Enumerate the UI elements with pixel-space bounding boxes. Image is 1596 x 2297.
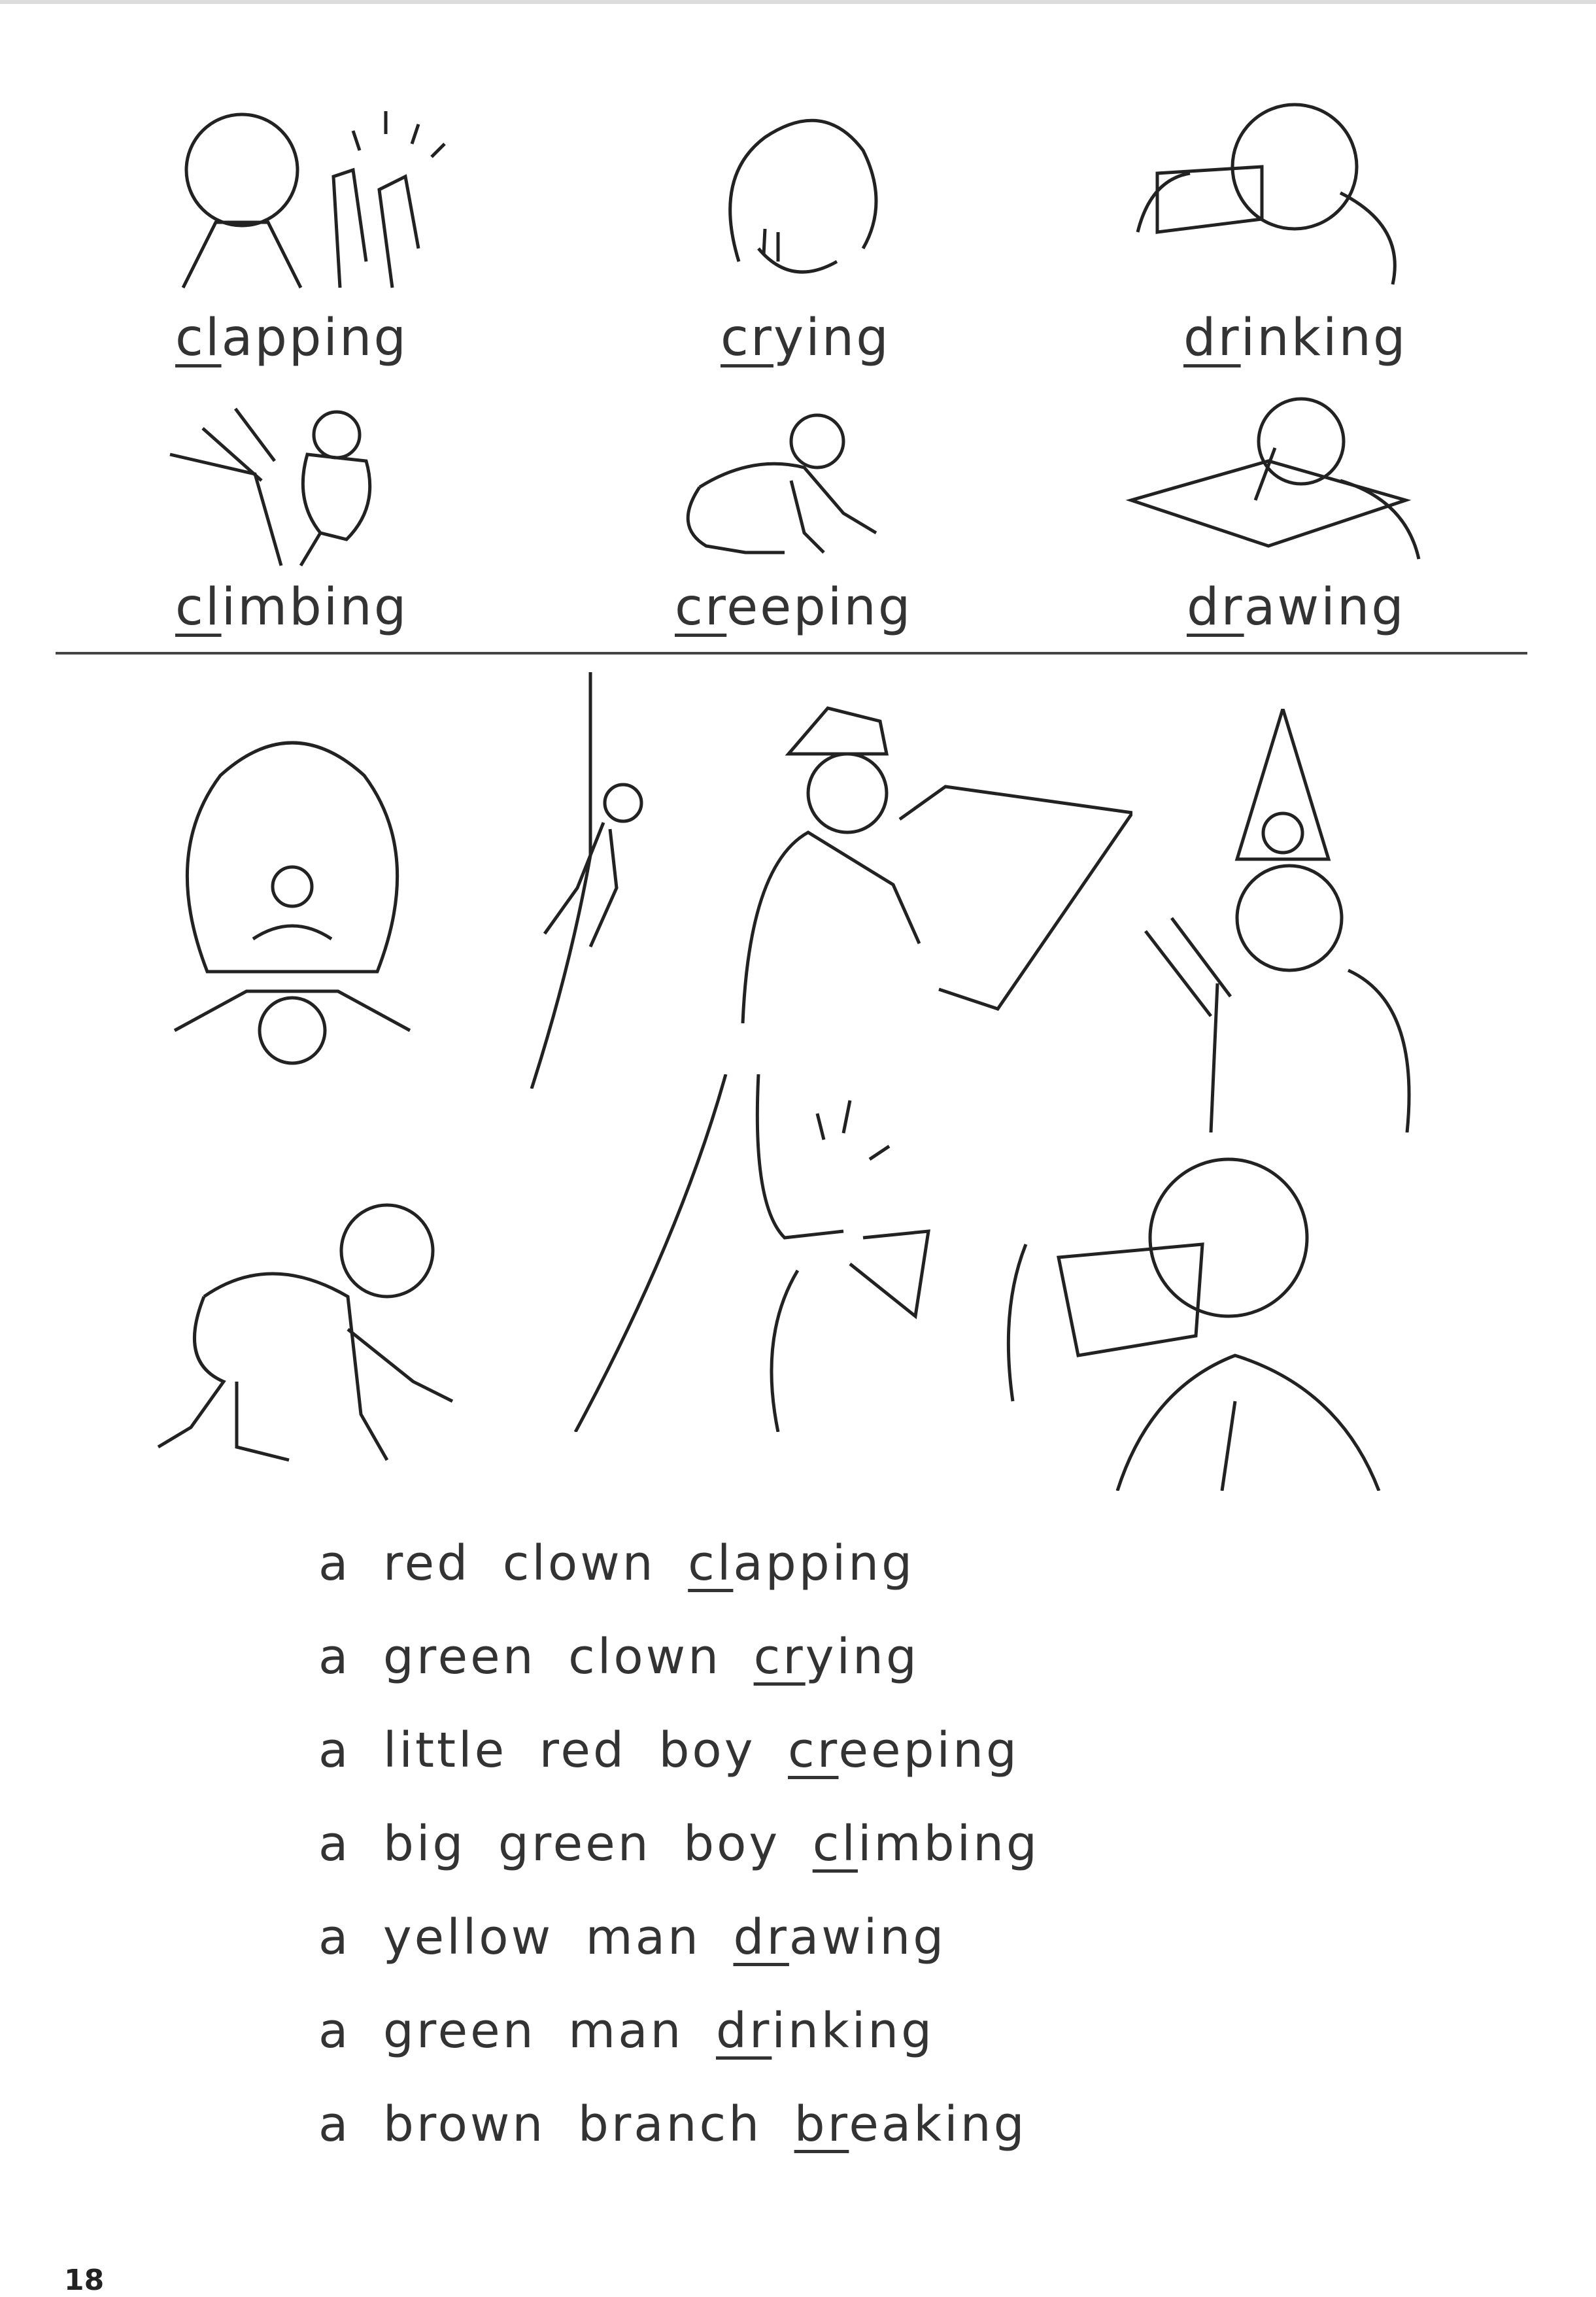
word-prefix: dr [1183,309,1241,367]
sentence-item [318,1610,1040,1704]
man-drinking-illustration [987,1140,1381,1491]
sentence-item [318,2078,1040,2171]
word-prefix: cr [721,309,773,367]
sentence-prefix: cl [688,1535,734,1591]
word-prefix: cl [175,309,222,367]
girl-drinking-illustration [1131,95,1425,291]
man-drawing-illustration [723,702,1132,1023]
sentence-prefix: dr [733,1909,789,1965]
sentence-rest: ying [805,1629,919,1685]
word-label-clapping [175,309,409,367]
girl-crying-illustration [713,98,909,294]
sentence-prefix: br [794,2096,849,2152]
section-divider [56,652,1527,655]
sentence-item [318,1891,1040,1984]
word-rest: apping [221,309,409,367]
sentence-prefix: dr [715,2003,772,2059]
sentence-lead: a brown branch [318,2096,762,2152]
sentence-item [318,1984,1040,2078]
page-number: 18 [64,2264,105,2297]
sentence-prefix: cr [788,1722,839,1778]
clown-clapping-illustration [1132,709,1425,1132]
sentence-lead: a green man [318,2003,684,2059]
word-label-climbing [175,578,409,637]
sentence-item [318,1704,1040,1797]
boy-creeping-illustration [660,402,896,572]
sentence-prefix: cl [812,1816,858,1872]
boy-drawing-illustration [1125,389,1432,566]
sentence-item [318,1797,1040,1891]
boy-clapping-illustration [157,98,464,294]
baby-crawling-illustration [139,1199,467,1469]
sentence-lead: a yellow man [318,1909,701,1965]
word-prefix: cl [175,578,222,637]
boy-climbing-tree-illustration [163,402,386,572]
sentence-rest: awing [789,1909,947,1965]
page-top-edge [0,0,1596,4]
word-rest: eeping [726,578,913,637]
word-label-drawing [1187,578,1406,637]
sentence-rest: inking [772,2003,935,2059]
sentence-rest: imbing [857,1816,1040,1872]
word-rest: imbing [221,578,409,637]
word-prefix: cr [675,578,727,637]
sentence-lead: a little red boy [318,1722,756,1778]
word-prefix: dr [1187,578,1244,637]
word-rest: awing [1244,578,1406,637]
sentence-prefix: cr [753,1629,806,1685]
sentence-lead: a big green boy [318,1816,781,1872]
sentence-list [318,1517,1040,2171]
word-label-drinking [1183,309,1408,367]
word-label-crying [721,309,891,367]
sentence-lead: a red clown [318,1535,656,1591]
branch-breaking-illustration [562,1074,935,1432]
word-rest: inking [1240,309,1408,367]
word-label-creeping [675,578,913,637]
boy-climbing-rope-illustration [518,672,658,1089]
sentence-rest: apping [733,1535,915,1591]
clown-crying-illustration [168,723,416,1074]
sentence-item [318,1517,1040,1610]
word-rest: ying [773,309,891,367]
sentence-lead: a green clown [318,1629,722,1685]
sentence-rest: eeping [838,1722,1019,1778]
sentence-rest: eaking [849,2096,1027,2152]
